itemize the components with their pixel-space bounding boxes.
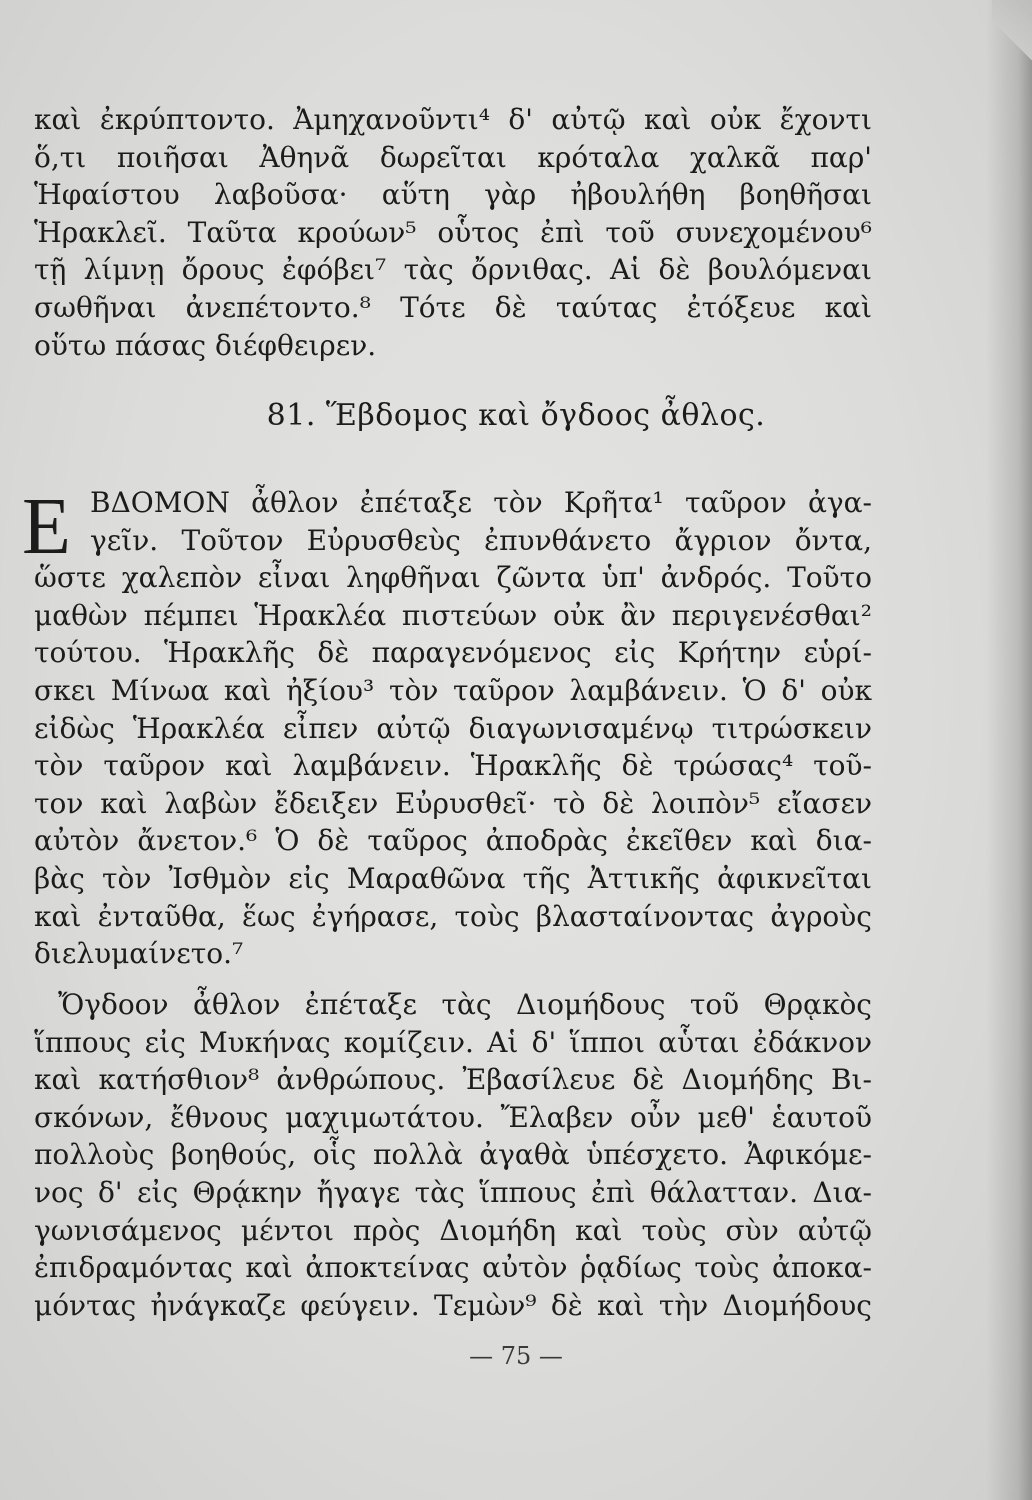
text-line: ὥστε χαλεπὸν εἶναι ληφθῆναι ζῶντα ὑπ' ἀνδρός. Τοῦτο: [34, 561, 872, 595]
text-line: καὶ ἐκρύπτοντο. Ἀμηχανοῦντι⁴ δ' αὐτῷ καὶ οὐκ ἔχοντι: [34, 103, 872, 136]
text-line: Ὄγδοον ἆθλον ἐπέταξε τὰς Διομήδους τοῦ Θρᾳκὸς: [58, 988, 872, 1021]
text-line: τῇ λίμνῃ ὄρους ἐφόβει⁷ τὰς ὄρνιθας. Αἱ δὲ βουλόμεναι: [34, 253, 872, 287]
page-number: — 75 —: [469, 1342, 563, 1370]
section-heading: 81. Ἕβδομος καὶ ὄγδοος ἆθλος.: [266, 398, 766, 433]
drop-cap: Ε: [22, 483, 71, 571]
text-line: ΒΔΟΜΟΝ ἆθλον ἐπέταξε τὸν Κρῆτα¹ ταῦρον ἀγα-: [90, 486, 872, 519]
text-line: εἰδὼς Ἡρακλέα εἶπεν αὐτῷ διαγωνισαμένῳ τιτρώσκειν: [34, 711, 872, 745]
text-line: ἐπιδραμόντας καὶ ἀποκτείνας αὐτὸν ῥᾳδίως τοὺς ἀποκα-: [34, 1251, 872, 1285]
text-line: οὕτω πάσας διέφθειρεν.: [34, 328, 377, 362]
text-line: γωνισάμενος μέντοι πρὸς Διομήδη καὶ τοὺς σὺν αὐτῷ: [34, 1213, 872, 1247]
text-line: Ἡρακλεῖ. Ταῦτα κρούων⁵ οὗτος ἐπὶ τοῦ συνεχομένου⁶: [34, 215, 872, 249]
paragraph-1: [34, 101, 872, 364]
text-line: διελυμαίνετο.⁷: [34, 937, 244, 971]
text-line: μαθὼν πέμπει Ἡρακλέα πιστεύων οὐκ ἂν περιγενέσθαι²: [34, 598, 872, 632]
text-line: καὶ ἐνταῦθα, ἕως ἐγήρασε, τοὺς βλασταίνοντας ἀγροὺς: [34, 899, 872, 933]
page-corner-fold: [992, 0, 1032, 60]
text-line: αὐτὸν ἄνετον.⁶ Ὁ δὲ ταῦρος ἀποδρὰς ἐκεῖθεν καὶ δια-: [34, 824, 872, 858]
text-line: γεῖν. Τοῦτον Εὐρυσθεὺς ἐπυνθάνετο ἄγριον ὄντα,: [90, 523, 872, 557]
text-line: σκόνων, ἔθνους μαχιμωτάτου. Ἔλαβεν οὖν μεθ' ἑαυτοῦ: [34, 1100, 872, 1134]
text-line: ὅ,τι ποιῆσαι Ἀθηνᾶ δωρεῖται κρόταλα χαλκᾶ παρ': [34, 140, 872, 174]
text-line: Ἡφαίστου λαβοῦσα· αὕτη γὰρ ἠβουλήθη βοηθῆσαι: [34, 178, 872, 212]
text-line: σωθῆναι ἀνεπέτοντο.⁸ Τότε δὲ ταύτας ἐτόξευε καὶ: [34, 290, 872, 324]
paragraph-3: [34, 986, 872, 1324]
text-line: καὶ κατήσθιον⁸ ἀνθρώπους. Ἐβασίλευε δὲ Διομήδης Βι-: [34, 1063, 872, 1097]
text-line: τον καὶ λαβὼν ἔδειξεν Εὐρυσθεῖ· τὸ δὲ λοιπὸν⁵ εἴασεν: [34, 786, 872, 820]
text-line: πολλοὺς βοηθούς, οἷς πολλὰ ἀγαθὰ ὑπέσχετο. Ἀφικόμε-: [34, 1138, 872, 1172]
paragraph-2: [34, 484, 872, 973]
text-line: βὰς τὸν Ἰσθμὸν εἰς Μαραθῶνα τῆς Ἀττικῆς ἀφικνεῖται: [34, 861, 872, 895]
text-line: ἵππους εἰς Μυκήνας κομίζειν. Αἱ δ' ἵπποι αὗται ἐδάκνον: [34, 1025, 872, 1059]
text-line: μόντας ἠνάγκαζε φεύγειν. Τεμὼν⁹ δὲ καὶ τὴν Διομήδους: [34, 1288, 872, 1322]
page-edge-shadow: [986, 0, 1032, 1500]
text-line: τὸν ταῦρον καὶ λαμβάνειν. Ἡρακλῆς δὲ τρώσας⁴ τοῦ-: [34, 749, 872, 783]
text-line: σκει Μίνωα καὶ ἠξίου³ τὸν ταῦρον λαμβάνειν. Ὁ δ' οὐκ: [34, 673, 872, 707]
text-line: τούτου. Ἡρακλῆς δὲ παραγενόμενος εἰς Κρήτην εὑρί-: [34, 636, 872, 670]
text-line: νος δ' εἰς Θρᾴκην ἤγαγε τὰς ἵππους ἐπὶ θάλατταν. Δια-: [34, 1175, 872, 1209]
